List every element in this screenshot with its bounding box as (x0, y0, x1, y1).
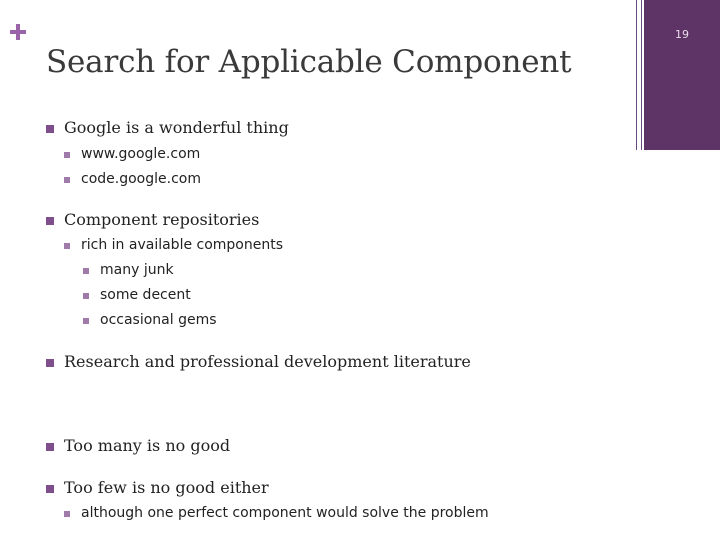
bullet-square-icon (83, 318, 89, 324)
sidebar-divider (636, 0, 642, 150)
slide-title: Search for Applicable Component (46, 44, 572, 80)
bullet-square-icon (46, 217, 54, 225)
bullet-square-icon (46, 443, 54, 451)
bullet-square-icon (64, 152, 70, 158)
bullet-text: Component repositories (64, 210, 260, 229)
bullet-square-icon (64, 243, 70, 249)
bullet-square-icon (46, 125, 54, 133)
bullet-text: some decent (100, 287, 191, 303)
plus-icon (10, 24, 26, 40)
bullet-text: many junk (100, 262, 174, 278)
bullet-text: rich in available components (81, 237, 284, 253)
bullet-text: occasional gems (100, 312, 217, 328)
bullet-text: code.google.com (81, 171, 201, 187)
page-number: 19 (675, 28, 689, 41)
bullet-square-icon (46, 485, 54, 493)
bullet-text: Google is a wonderful thing (64, 118, 289, 137)
bullet-text: www.google.com (81, 146, 201, 162)
bullet-square-icon (64, 177, 70, 183)
bullet-square-icon (83, 268, 89, 274)
bullet-square-icon (83, 293, 89, 299)
bullet-text: Too many is no good (64, 436, 231, 455)
bullet-square-icon (64, 511, 70, 517)
bullet-text: Too few is no good either (64, 478, 269, 497)
accent-block (644, 0, 720, 150)
bullet-text: Research and professional development literature (64, 352, 471, 371)
bullet-square-icon (46, 359, 54, 367)
bullet-text: although one perfect component would solve the problem (81, 505, 489, 521)
